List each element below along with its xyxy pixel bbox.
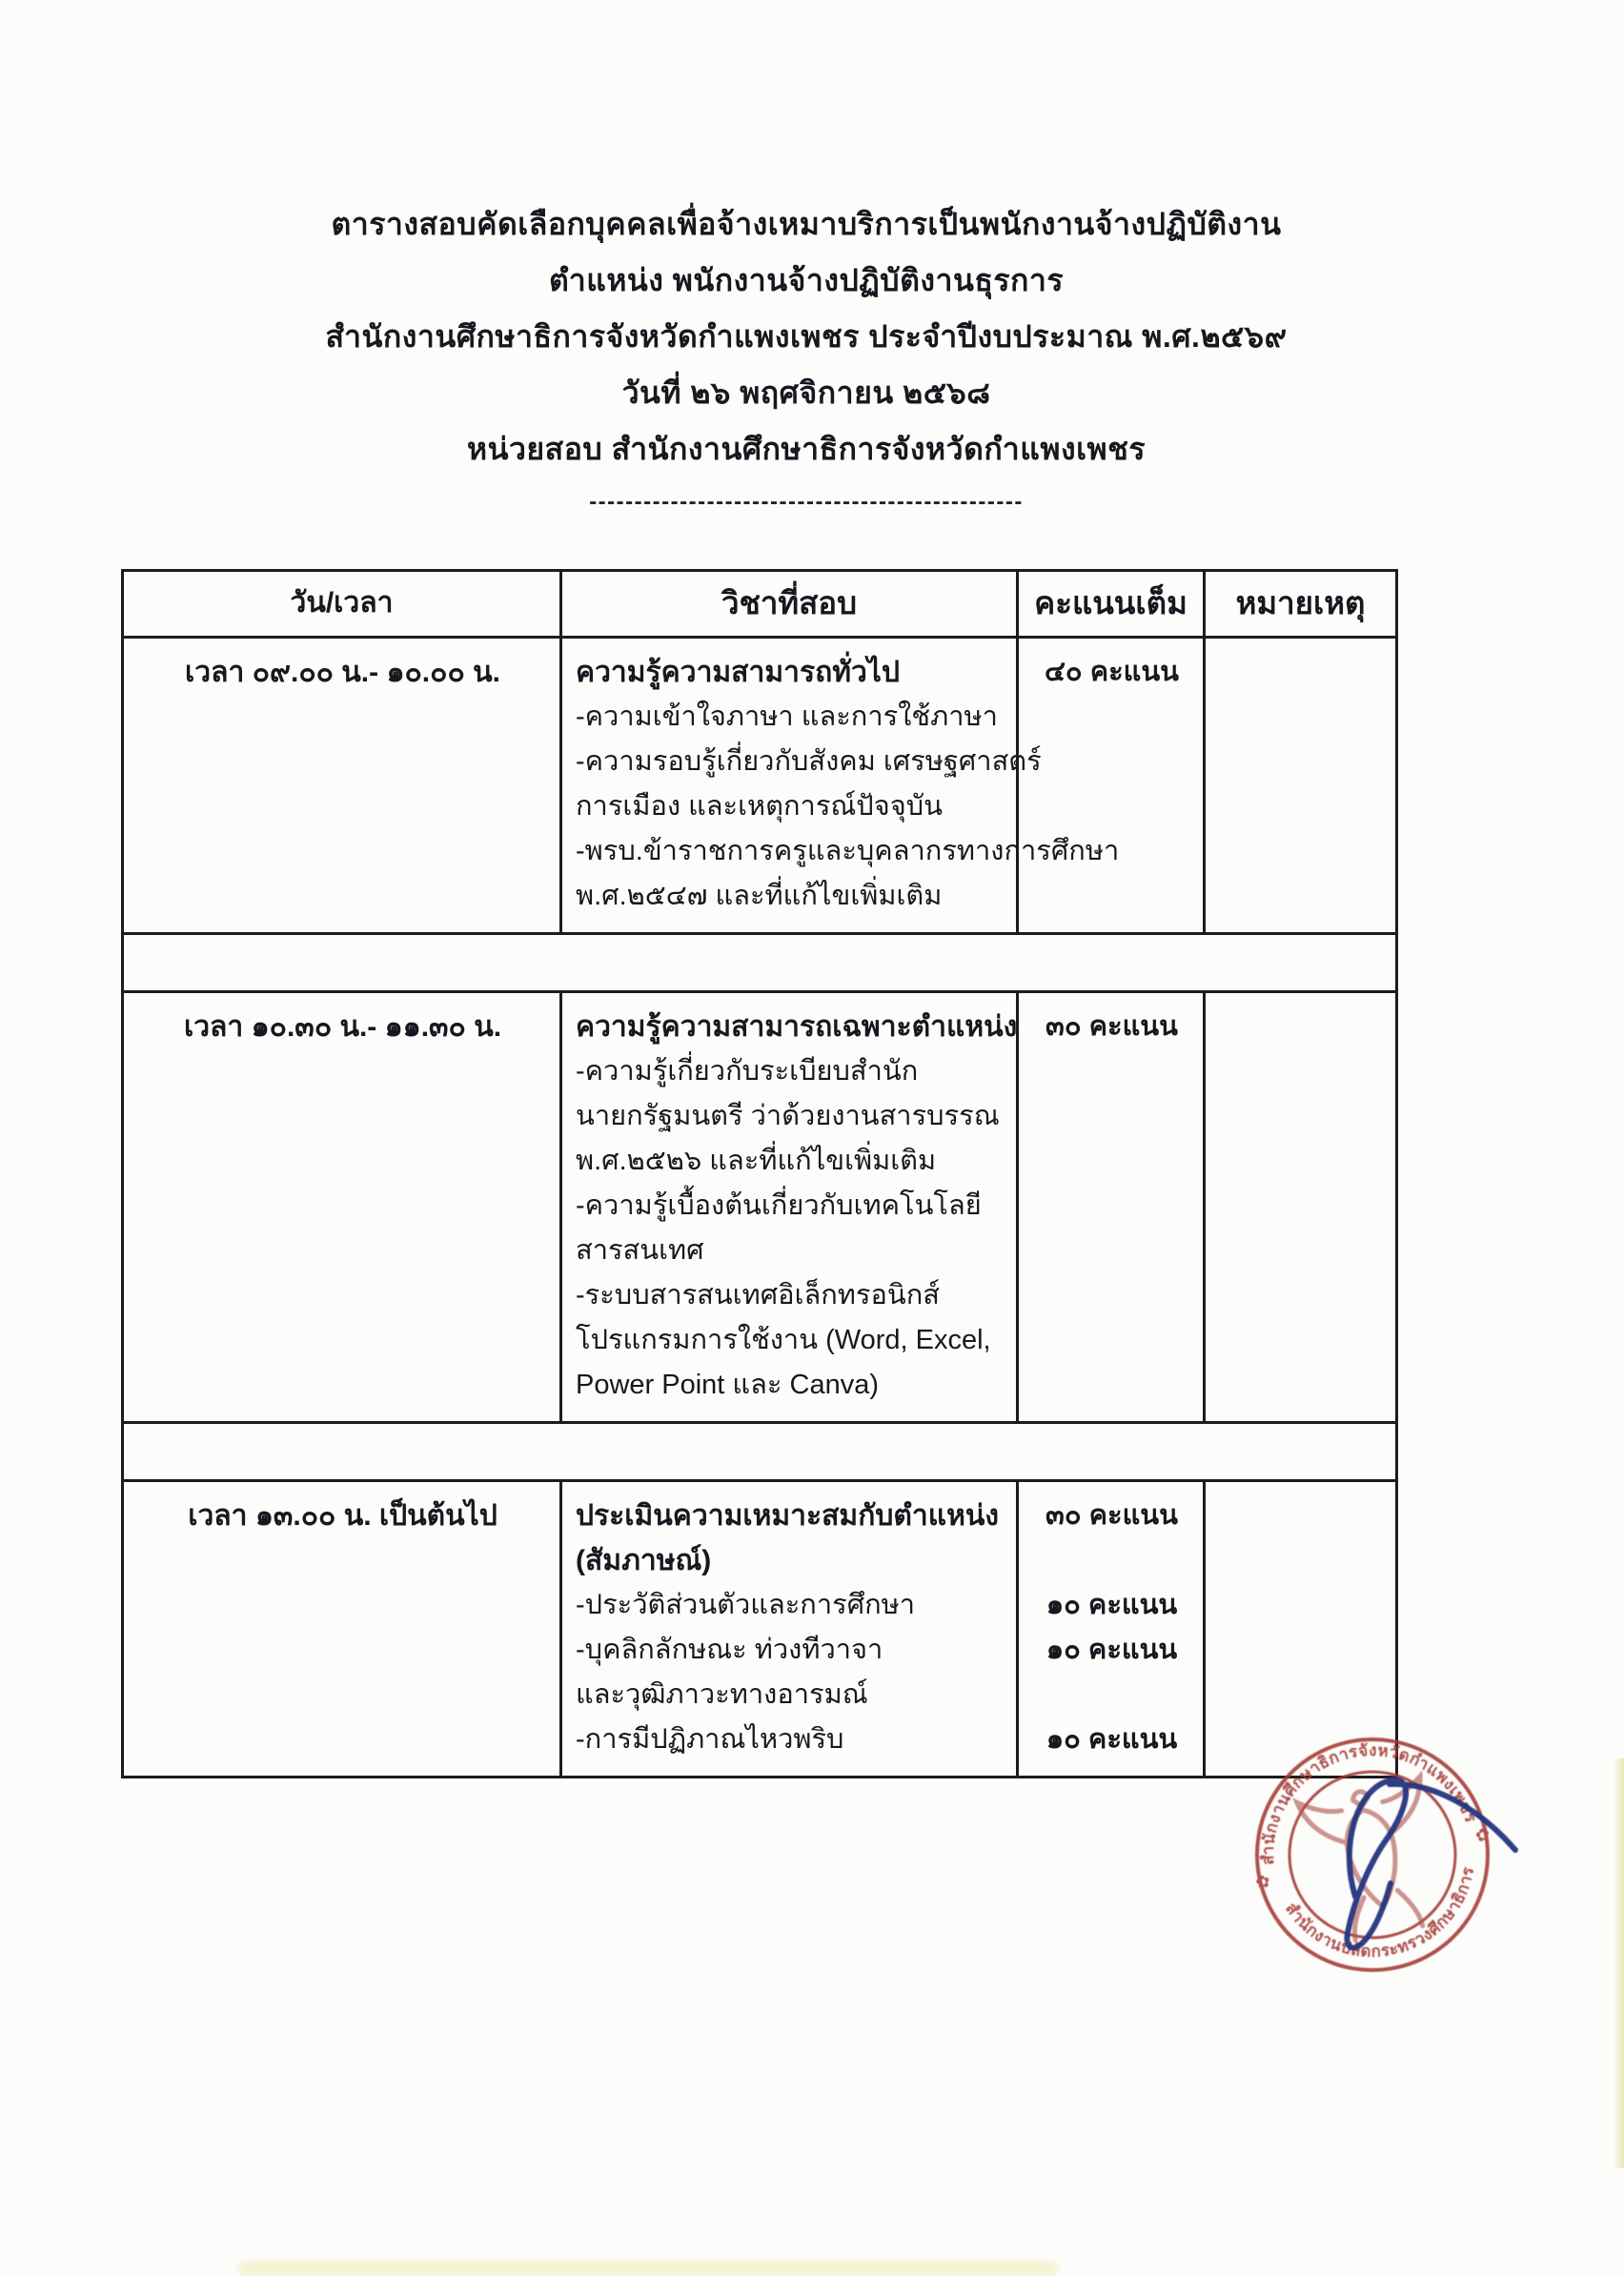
cell-time: เวลา ๐๙.๐๐ น.- ๑๐.๐๐ น. <box>124 639 562 932</box>
official-red-stamp <box>1212 1695 1533 2015</box>
svg-text:สำนักงานปลัดกระทรวงศึกษาธิการ <box>1280 1861 1492 1980</box>
scan-edge-artifact <box>1613 1758 1624 2168</box>
subject-line: ความรู้ความสามารถทั่วไป <box>576 657 900 688</box>
score-line: ๑๐ คะแนน <box>1045 1724 1178 1755</box>
stamp-top-text: สำนักงานศึกษาธิการจังหวัดกำแพงเพชร <box>1258 1740 1481 1865</box>
subject-line: ประเมินความเหมาะสมกับตำแหน่ง <box>576 1500 999 1532</box>
subject-line: โปรแกรมการใช้งาน (Word, Excel, <box>576 1325 991 1355</box>
cell-score <box>1019 993 1206 1421</box>
stamp-ornament-right: ✿ <box>1473 1824 1492 1846</box>
dashed-divider: ------------------------------------------------ <box>589 489 1024 515</box>
table-header-row <box>124 572 1395 639</box>
table-row <box>124 639 1395 935</box>
header-cell-0: วัน/เวลา <box>124 572 562 636</box>
score-line: ๑๐ คะแนน <box>1045 1635 1178 1665</box>
score-line: ๑๐ คะแนน <box>1045 1590 1178 1620</box>
cell-score <box>1019 1482 1206 1776</box>
spacer-row <box>124 935 1395 993</box>
title-line-4: วันที่ ๒๖ พฤศจิกายน ๒๕๖๘ <box>621 376 991 410</box>
subject-line: และวุฒิภาวะทางอารมณ์ <box>576 1679 868 1710</box>
subject-line: (สัมภาษณ์) <box>576 1545 712 1576</box>
cell-subject <box>562 1482 1019 1776</box>
header-cell-2: คะแนนเต็ม <box>1019 572 1206 636</box>
subject-line: Power Point และ Canva) <box>576 1370 879 1400</box>
cell-score <box>1019 639 1206 932</box>
spacer-row <box>124 1424 1395 1482</box>
title-line-2: ตำแหน่ง พนักงานจ้างปฏิบัติงานธุรการ <box>548 263 1065 297</box>
subject-line: การเมือง และเหตุการณ์ปัจจุบัน <box>576 791 943 822</box>
subject-line: ความรู้ความสามารถเฉพาะตำแหน่ง <box>576 1011 1018 1043</box>
score-line: ๓๐ คะแนน <box>1045 1500 1178 1531</box>
subject-line: -ระบบสารสนเทศอิเล็กทรอนิกส์ <box>576 1280 940 1311</box>
subject-line: นายกรัฐมนตรี ว่าด้วยงานสารบรรณ <box>576 1101 1000 1131</box>
subject-line: -บุคลิกลักษณะ ท่วงทีวาจา <box>576 1635 883 1665</box>
score-line: ๔๐ คะแนน <box>1044 657 1180 687</box>
title-line-1: ตารางสอบคัดเลือกบุคคลเพื่อจ้างเหมาบริการเป็นพนักงานจ้างปฏิบัติงาน <box>331 207 1282 241</box>
title-line-5: หน่วยสอบ สำนักงานศึกษาธิการจังหวัดกำแพงเพชร <box>466 432 1146 466</box>
subject-line: พ.ศ.๒๕๔๗ และที่แก้ไขเพิ่มเติม <box>576 881 943 911</box>
title-line-3: สำนักงานศึกษาธิการจังหวัดกำแพงเพชร ประจำปีงบประมาณ พ.ศ.๒๕๖๙ <box>325 319 1288 354</box>
cell-time: เวลา ๑๓.๐๐ น. เป็นต้นไป <box>124 1482 562 1776</box>
table-row <box>124 993 1395 1424</box>
header-cell-1: วิชาที่สอบ <box>562 572 1019 636</box>
cell-subject <box>562 993 1019 1421</box>
cell-note <box>1206 993 1395 1421</box>
score-line <box>1032 1673 1191 1717</box>
exam-table <box>121 569 1398 1778</box>
cell-note <box>1206 639 1395 932</box>
score-line <box>1032 1538 1191 1583</box>
table-row <box>124 1482 1395 1776</box>
subject-line: -ความรู้เกี่ยวกับระเบียบสำนัก <box>576 1056 919 1087</box>
stamp-bottom-text: สำนักงานปลัดกระทรวงศึกษาธิการ <box>1282 1865 1478 1961</box>
subject-line: -ความเข้าใจภาษา และการใช้ภาษา <box>576 701 998 732</box>
subject-line: พ.ศ.๒๕๒๖ และที่แก้ไขเพิ่มเติม <box>576 1146 937 1176</box>
subject-line: -ความรอบรู้เกี่ยวกับสังคม เศรษฐศาสตร์ <box>576 746 1042 777</box>
cell-time: เวลา ๑๐.๓๐ น.- ๑๑.๓๐ น. <box>124 993 562 1421</box>
subject-line: -ความรู้เบื้องต้นเกี่ยวกับเทคโนโลยี <box>576 1190 982 1221</box>
subject-line: -พรบ.ข้าราชการครูและบุคลากรทางการศึกษา <box>576 836 1120 866</box>
document-title-block <box>0 196 1613 527</box>
stamp-ornament-left: ✿ <box>1253 1871 1272 1893</box>
scan-bottom-artifact <box>238 2261 1058 2276</box>
header-cell-3: หมายเหตุ <box>1235 585 1366 620</box>
subject-line: -ประวัติส่วนตัวและการศึกษา <box>576 1590 916 1620</box>
subject-line: -การมีปฏิภาณไหวพริบ <box>576 1724 844 1755</box>
score-line: ๓๐ คะแนน <box>1045 1011 1178 1042</box>
subject-line: สารสนเทศ <box>576 1235 704 1266</box>
